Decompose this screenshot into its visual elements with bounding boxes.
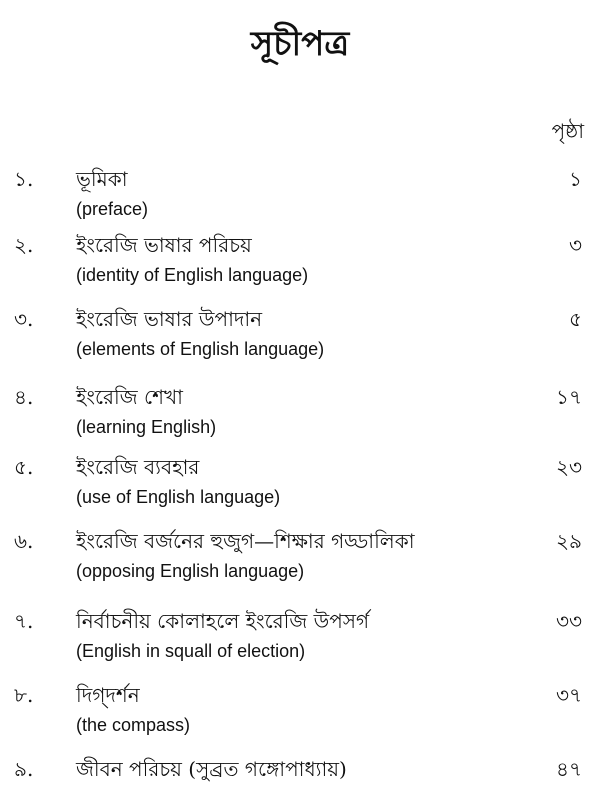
entry-number: ১. [14,167,34,191]
entry-title-english: (elements of English language) [76,339,325,359]
entry-title-bengali: ইংরেজি বর্জনের হুজুগ—শিক্ষার গড্ডালিকা [76,529,415,553]
entry-page-number: ১ [569,167,582,191]
entry-title-english: (use of English language) [76,487,281,507]
entry-title-bengali: দিগ্‌দর্শন [76,683,140,707]
entry-title-english: (the compass) [76,715,191,735]
entry-title-bengali: ইংরেজি ভাষার পরিচয় [76,233,252,257]
entry-page-number: ২৩ [555,455,582,479]
entry-title-bengali: জীবন পরিচয় (সুব্রত গঙ্গোপাধ্যায়) [76,757,347,781]
entry-title-english: (English in squall of election) [76,641,306,661]
entry-title-english: (preface) [76,199,149,219]
entry-number: ২. [14,233,34,257]
entry-page-number: ৩৭ [555,683,582,707]
entry-number: ৯. [14,757,34,781]
page-title: সূচীপত্র [250,24,350,64]
entry-title-bengali: ভূমিকা [76,167,128,191]
entry-number: ৮. [14,683,34,707]
entry-number: ৪. [14,385,34,409]
entry-title-bengali: ইংরেজি ভাষার উপাদান [76,307,263,331]
entry-page-number: ৩ [568,233,582,257]
entry-number: ৫. [14,455,34,479]
entry-number: ৩. [14,307,34,331]
entry-title-bengali: নির্বাচনীয় কোলাহলে ইংরেজি উপসর্গ [76,609,370,633]
entry-title-bengali: ইংরেজি শেখা [76,385,183,409]
entry-title-english: (opposing English language) [76,561,305,581]
entry-page-number: ৫ [569,307,582,331]
entry-title-bengali: ইংরেজি ব্যবহার [76,455,200,479]
entry-number: ৬. [14,529,34,553]
entry-title-english: (identity of English language) [76,265,309,285]
entry-title-english: (learning English) [76,417,217,437]
entry-page-number: ৪৭ [556,757,582,781]
entry-page-number: ২৯ [556,529,582,553]
entry-page-number: ১৭ [556,385,582,409]
entry-number: ৭. [14,609,34,633]
page-column-label: পৃষ্ঠা [551,119,584,143]
entry-page-number: ৩৩ [555,609,582,633]
